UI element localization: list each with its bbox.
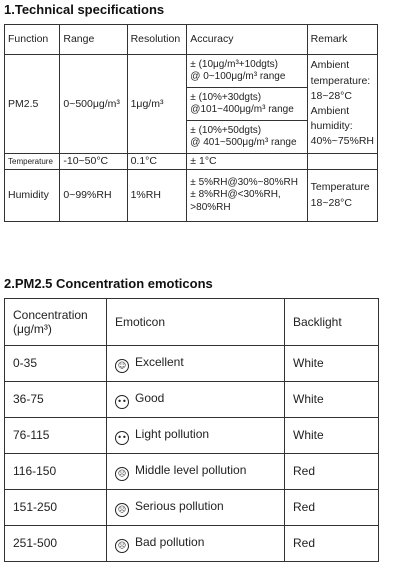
temperature-remark xyxy=(307,154,377,170)
humidity-resolution: 1%RH xyxy=(127,170,187,222)
humidity-accuracy: ± 5%RH@30%~80%RH ± 8%RH@<30%RH, >80%RH xyxy=(187,170,307,222)
table-row xyxy=(5,382,379,418)
temperature-function: Temperature xyxy=(5,154,60,170)
neutral-face-icon: •• xyxy=(115,431,129,445)
pm25-accuracy-2: ± (10%+30dgts) @101~400μg/m³ range xyxy=(187,88,307,121)
spec-header-row xyxy=(5,25,378,55)
header-resolution: Resolution xyxy=(127,25,187,55)
smile-face-icon: ☺ xyxy=(115,359,129,373)
angry-face-icon: ☹ xyxy=(115,503,129,517)
pm25-range: 0~500μg/m³ xyxy=(60,55,127,154)
pm25-accuracy-3: ± (10%+50dgts) @ 401~500μg/m³ range xyxy=(187,121,307,154)
temperature-resolution: 0.1°C xyxy=(127,154,187,170)
header-remark: Remark xyxy=(307,25,377,55)
concentration-range: 251-500 xyxy=(5,526,107,562)
concentration-range: 76-115 xyxy=(5,418,107,454)
emoticon-table xyxy=(4,298,379,562)
neutral-face-icon: •• xyxy=(115,395,129,409)
pm25-accuracy-1: ± (10μg/m³+10dgts) @ 0~100μg/m³ range xyxy=(187,55,307,88)
concentration-range: 151-250 xyxy=(5,490,107,526)
table-row xyxy=(5,490,379,526)
header-range: Range xyxy=(60,25,127,55)
backlight-cell: White xyxy=(285,418,379,454)
header-emoticon: Emoticon xyxy=(107,299,285,346)
pm25-row xyxy=(5,55,378,88)
distressed-face-icon: ☹ xyxy=(115,539,129,553)
table-row xyxy=(5,526,379,562)
emoticon-header-row xyxy=(5,299,379,346)
humidity-function: Humidity xyxy=(5,170,60,222)
emoticon-cell: •• Good xyxy=(107,382,285,418)
header-accuracy: Accuracy xyxy=(187,25,307,55)
backlight-cell: White xyxy=(285,346,379,382)
backlight-cell: Red xyxy=(285,490,379,526)
concentration-range: 0-35 xyxy=(5,346,107,382)
backlight-cell: Red xyxy=(285,526,379,562)
pm25-function: PM2.5 xyxy=(5,55,60,154)
section1-title: 1.Technical specifications xyxy=(4,2,165,17)
header-backlight: Backlight xyxy=(285,299,379,346)
emoticon-cell: ☹ Serious pollution xyxy=(107,490,285,526)
concentration-range: 36-75 xyxy=(5,382,107,418)
table-row xyxy=(5,418,379,454)
table-row xyxy=(5,346,379,382)
pm25-remark: Ambient temperature: 18~28°C Ambient humidity: 40%~75%RH xyxy=(307,55,377,154)
header-function: Function xyxy=(5,25,60,55)
concentration-range: 116-150 xyxy=(5,454,107,490)
emoticon-cell: ☹ Middle level pollution xyxy=(107,454,285,490)
section2-title: 2.PM2.5 Concentration emoticons xyxy=(4,276,213,291)
table-row xyxy=(5,454,379,490)
temperature-range: -10~50°C xyxy=(60,154,127,170)
backlight-cell: Red xyxy=(285,454,379,490)
temperature-accuracy: ± 1°C xyxy=(187,154,307,170)
tech-spec-table xyxy=(4,24,378,222)
backlight-cell: White xyxy=(285,382,379,418)
emoticon-cell: ☹ Bad pollution xyxy=(107,526,285,562)
humidity-range: 0~99%RH xyxy=(60,170,127,222)
sad-face-icon: ☹ xyxy=(115,467,129,481)
emoticon-cell: •• Light pollution xyxy=(107,418,285,454)
pm25-resolution: 1μg/m³ xyxy=(127,55,187,154)
emoticon-cell: ☺ Excellent xyxy=(107,346,285,382)
humidity-row xyxy=(5,170,378,222)
temperature-row xyxy=(5,154,378,170)
humidity-remark: Temperature 18~28°C xyxy=(307,170,377,222)
header-concentration: Concentration (μg/m³) xyxy=(5,299,107,346)
